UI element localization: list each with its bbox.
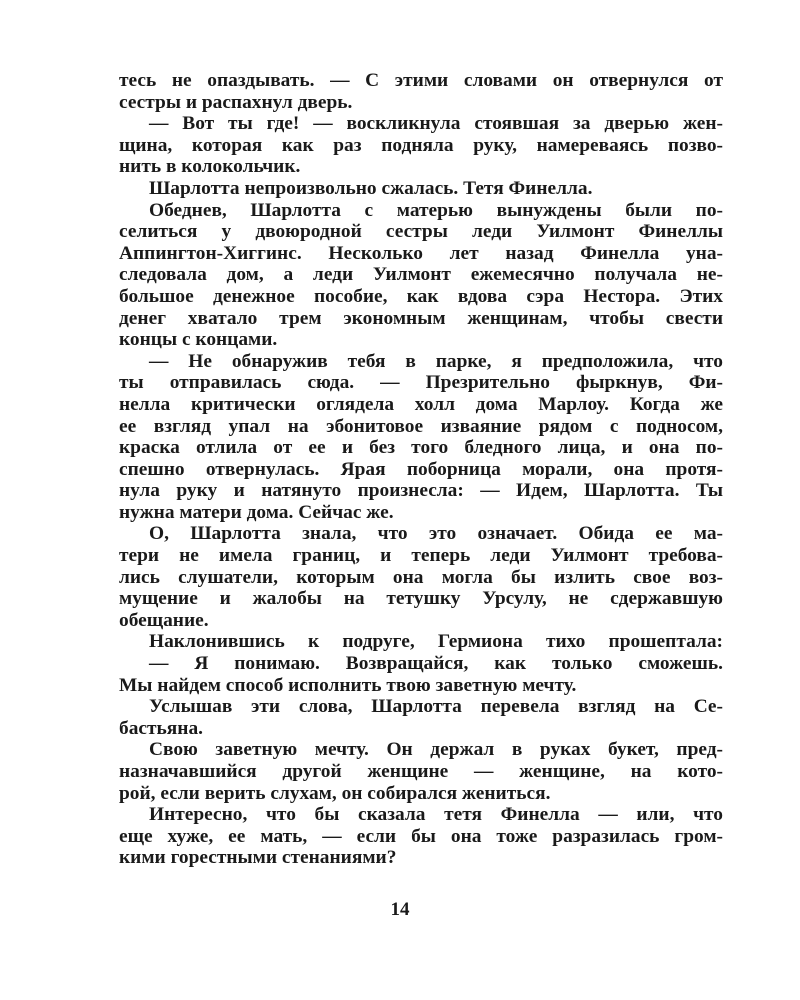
text-line: краска отлила от ее и без того бледного лица, и она по- (119, 437, 723, 459)
text-line: бастьяна. (119, 717, 203, 739)
text-line: денег хватало трем экономным женщинам, чтобы свести (119, 307, 723, 329)
text-line: Аппингтон-Хиггинс. Несколько лет назад Финелла уна- (119, 242, 723, 264)
text-line: рой, если верить слухам, он собирался жениться. (119, 782, 551, 804)
text-line: сестры и распахнул дверь. (119, 91, 353, 113)
text-line: О, Шарлотта знала, что это означает. Обида ее ма- (149, 523, 723, 545)
text-line: Интересно, что бы сказала тетя Финелла — или, что (149, 804, 723, 826)
text-line: мущение и жалобы на тетушку Урсулу, не сдержавшую (119, 588, 723, 610)
text-line: Услышав эти слова, Шарлотта перевела взгляд на Се- (149, 696, 723, 718)
text-line: еще хуже, ее мать, — если бы она тоже разразилась гром- (119, 825, 723, 847)
text-line: нить в колокольчик. (119, 156, 301, 178)
text-line: кими горестными стенаниями? (119, 847, 397, 869)
text-line: назначавшийся другой женщине — женщине, на кото- (119, 761, 723, 782)
text-line: спешно отвернулась. Ярая поборница морали, она протя- (119, 458, 723, 480)
text-line: нелла критически оглядела холл дома Марлоу. Когда же (119, 393, 723, 415)
text-line: — Вот ты где! — воскликнула стоявшая за дверью жен- (149, 113, 723, 135)
text-line: ты отправилась сюда. — Презрительно фыркнув, Фи- (119, 372, 723, 394)
text-line: Шарлотта непроизвольно сжалась. Тетя Финелла. (149, 177, 593, 199)
page-number: 14 (390, 899, 410, 920)
text-line: селиться у двоюродной сестры леди Уилмонт Финеллы (119, 221, 723, 243)
text-line: концы с концами. (119, 329, 278, 351)
page-body-text (119, 70, 723, 869)
text-line: обещание. (119, 609, 209, 631)
text-line: тесь не опаздывать. — С этими словами он отвернулся от (119, 70, 723, 91)
text-line: лись слушатели, которым она могла бы излить свое воз- (119, 566, 723, 588)
text-line: Свою заветную мечту. Он держал в руках букет, пред- (149, 739, 723, 761)
text-line: Обеднев, Шарлотта с матерью вынуждены были по- (149, 199, 723, 221)
text-line: — Не обнаружив тебя в парке, я предположила, что (149, 350, 723, 372)
book-page (119, 70, 723, 869)
text-line: нула руку и натянуто произнесла: — Идем, Шарлотта. Ты (119, 480, 723, 502)
text-line: большое денежное пособие, как вдова сэра Нестора. Этих (119, 285, 723, 307)
text-line: нужна матери дома. Сейчас же. (119, 501, 394, 523)
text-line: тери не имела границ, и теперь леди Уилмонт требова- (119, 545, 723, 567)
text-line: — Я понимаю. Возвращайся, как только сможешь. (149, 653, 723, 675)
text-line: Наклонившись к подруге, Гермиона тихо прошептала: (149, 631, 723, 653)
text-line: следовала дом, а леди Уилмонт ежемесячно получала не- (119, 264, 723, 286)
text-line: Мы найдем способ исполнить твою заветную мечту. (119, 674, 577, 696)
text-line: щина, которая как раз подняла руку, намереваясь позво- (119, 134, 723, 156)
text-line: ее взгляд упал на эбонитовое изваяние рядом с подносом, (119, 415, 723, 437)
